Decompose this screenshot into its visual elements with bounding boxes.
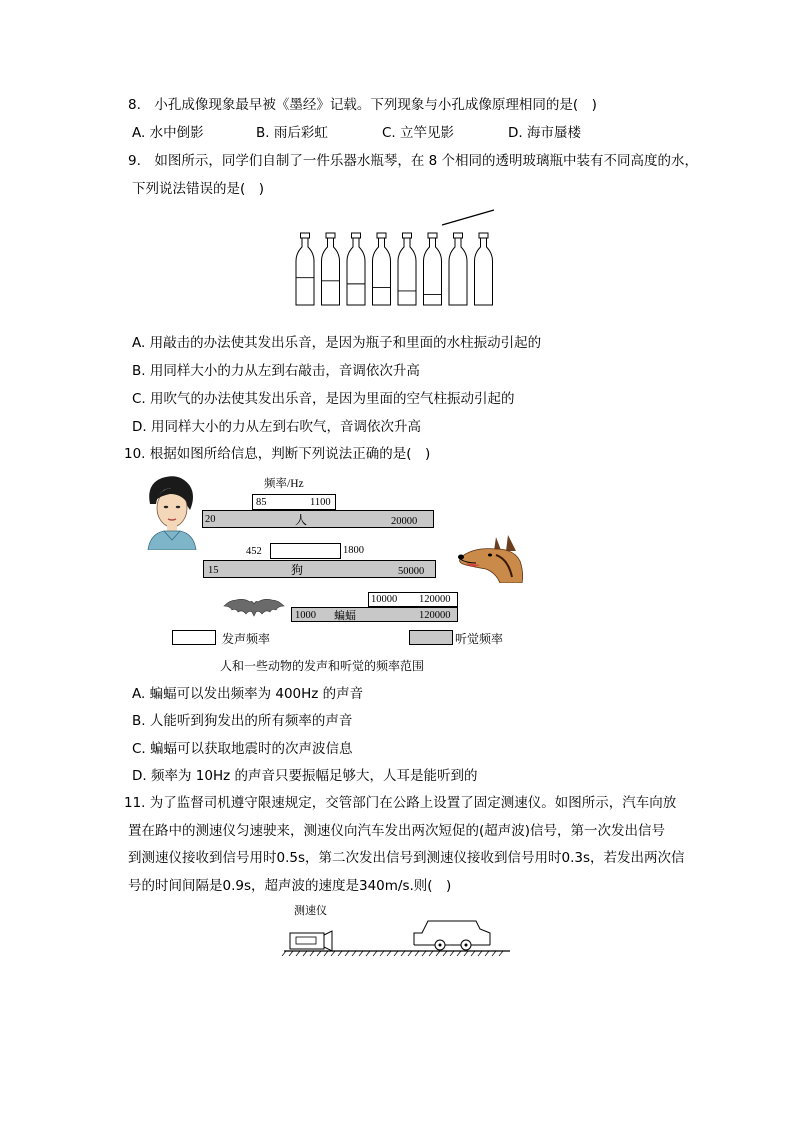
q11-line4: 号的时间间隔是0.9s，超声波的速度是340m/s.则( ) bbox=[128, 878, 452, 894]
q10-option-a: A. 蝙蝠可以发出频率为 400Hz 的声音 bbox=[132, 686, 364, 702]
bat-label: 蝙蝠 bbox=[334, 609, 356, 622]
q10-option-c: C. 蝙蝠可以获取地震时的次声波信息 bbox=[132, 741, 353, 757]
human-hear-high: 20000 bbox=[391, 516, 418, 527]
q9-option-a: A. 用敲击的办法使其发出乐音，是因为瓶子和里面的水柱振动引起的 bbox=[132, 335, 542, 351]
q9-stem-line2: 下列说法错误的是( ) bbox=[132, 181, 265, 197]
speed-detector-figure bbox=[280, 915, 514, 961]
q8-stem: 8. 小孔成像现象最早被《墨经》记载。下列现象与小孔成像原理相同的是( ) bbox=[128, 97, 597, 113]
water-bottle bbox=[475, 233, 493, 305]
q10-option-b: B. 人能听到狗发出的所有频率的声音 bbox=[132, 713, 353, 729]
q9-stem-line1: 9. 如图所示，同学们自制了一件乐器水瓶琴，在 8 个相同的透明玻璃瓶中装有不同高度的水， bbox=[128, 153, 699, 169]
q9-option-d: D. 用同样大小的力从左到右吹气，音调依次升高 bbox=[132, 419, 421, 435]
water-bottle bbox=[322, 233, 340, 305]
dog-emit-high: 1800 bbox=[343, 545, 364, 556]
legend-hear-swatch bbox=[409, 630, 453, 645]
q8-option-a: A. 水中倒影 bbox=[132, 125, 204, 141]
water-bottle bbox=[373, 233, 391, 305]
water-bottles-figure bbox=[290, 205, 510, 310]
bat-hear-low: 1000 bbox=[295, 610, 316, 621]
bat-emit-low: 10000 bbox=[371, 594, 398, 605]
bat-icon bbox=[222, 594, 286, 624]
speed-detector-label: 测速仪 bbox=[294, 904, 327, 917]
human-hear-low: 20 bbox=[205, 514, 216, 525]
ground-hatch bbox=[282, 951, 503, 956]
q11-line1: 11. 为了监督司机遵守限速规定，交管部门在公路上设置了固定测速仪。如图所示，汽车向放 bbox=[124, 795, 677, 811]
speed-detector-icon bbox=[290, 931, 332, 951]
frequency-unit-label: 频率/Hz bbox=[264, 478, 304, 490]
water-bottle bbox=[347, 233, 365, 305]
legend-emit-swatch bbox=[172, 630, 216, 645]
water-bottle bbox=[449, 233, 467, 305]
q10-stem: 10. 根据如图所给信息，判断下列说法正确的是( ) bbox=[124, 446, 431, 462]
car-icon bbox=[414, 921, 490, 950]
dog-icon bbox=[456, 533, 528, 583]
human-label: 人 bbox=[295, 513, 308, 527]
q8-option-b: B. 雨后彩虹 bbox=[256, 125, 328, 141]
woman-portrait-icon bbox=[140, 474, 202, 550]
figure-caption: 人和一些动物的发声和听觉的频率范围 bbox=[220, 659, 425, 673]
human-emit-low: 85 bbox=[256, 497, 267, 508]
dog-emit-bar bbox=[270, 543, 341, 559]
bat-emit-high: 120000 bbox=[419, 594, 451, 605]
q10-option-d: D. 频率为 10Hz 的声音只要振幅足够大，人耳是能听到的 bbox=[132, 768, 478, 784]
human-emit-high: 1100 bbox=[310, 497, 331, 508]
q11-line3: 到测速仪接收到信号用时0.5s，第二次发出信号到测速仪接收到信号用时0.3s，若发出两次信 bbox=[128, 850, 685, 866]
q11-line2: 置在路中的测速仪匀速驶来，测速仪向汽车发出两次短促的(超声波)信号，第一次发出信号 bbox=[128, 823, 666, 839]
q8-option-c: C. 立竿见影 bbox=[382, 125, 455, 141]
water-bottle bbox=[296, 233, 314, 305]
water-bottle bbox=[398, 233, 416, 305]
water-bottle bbox=[424, 233, 442, 305]
dog-label: 狗 bbox=[291, 563, 304, 577]
bat-hear-high: 120000 bbox=[419, 610, 451, 621]
q8-option-d: D. 海市蜃楼 bbox=[508, 125, 581, 141]
q9-option-b: B. 用同样大小的力从左到右敲击，音调依次升高 bbox=[132, 363, 420, 379]
legend-emit-label: 发声频率 bbox=[222, 632, 271, 646]
dog-emit-low: 452 bbox=[246, 546, 262, 557]
stick-line bbox=[442, 210, 494, 225]
dog-hear-low: 15 bbox=[208, 565, 219, 576]
legend-hear-label: 听觉频率 bbox=[455, 632, 504, 646]
dog-hear-high: 50000 bbox=[398, 566, 425, 577]
q9-option-c: C. 用吹气的办法使其发出乐音，是因为里面的空气柱振动引起的 bbox=[132, 391, 515, 407]
